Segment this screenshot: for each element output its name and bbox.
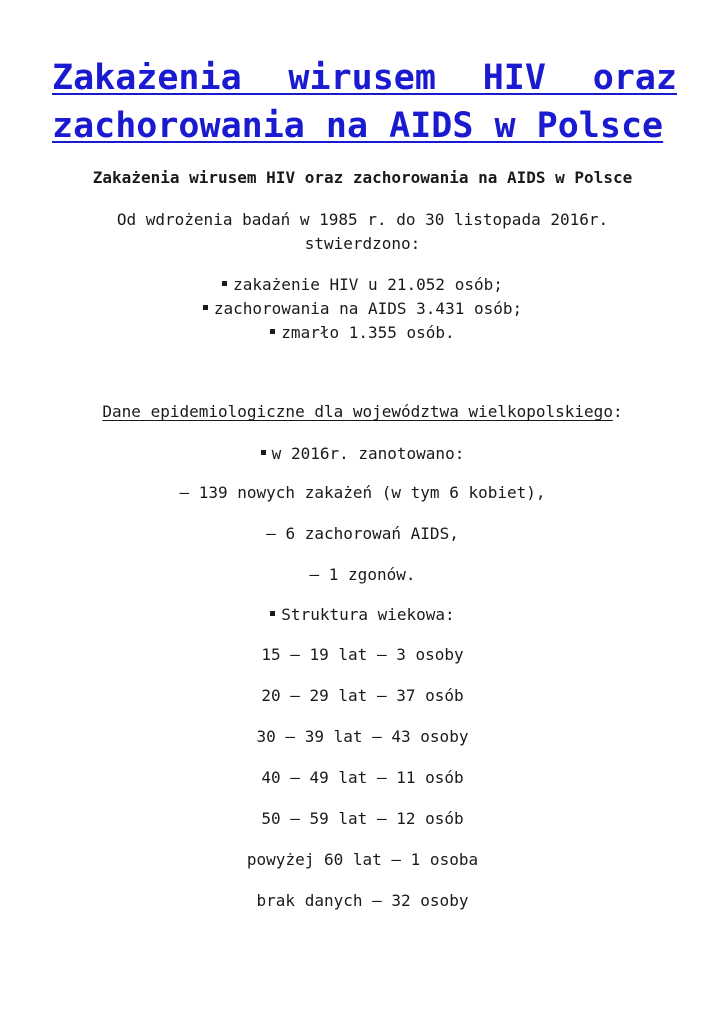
regional-heading-text: Dane epidemiologiczne dla województwa wielkopolskiego	[102, 402, 613, 421]
year-item: – 6 zachorowań AIDS,	[266, 524, 459, 543]
national-stat-item	[0, 322, 725, 344]
age-item: 30 – 39 lat – 43 osoby	[256, 727, 469, 746]
age-item: 40 – 49 lat – 11 osób	[261, 768, 464, 787]
age-item: brak danych – 32 osoby	[256, 891, 469, 910]
bullet-square-icon	[270, 329, 275, 334]
age-item: 50 – 59 lat – 12 osób	[261, 809, 464, 828]
national-stat-item	[0, 274, 725, 296]
regional-heading-colon: :	[612, 402, 623, 421]
national-stat-text: zakażenie HIV u 21.052 osób;	[233, 275, 503, 294]
bullet-square-icon	[203, 305, 208, 310]
age-item: powyżej 60 lat – 1 osoba	[246, 850, 479, 869]
age-item: 15 – 19 lat – 3 osoby	[261, 645, 464, 664]
year-item: – 139 nowych zakażeń (w tym 6 kobiet),	[179, 483, 546, 502]
bullet-square-icon	[222, 281, 227, 286]
national-stat-text: zmarło 1.355 osób.	[281, 323, 455, 342]
article-title-line-2[interactable]	[52, 101, 677, 151]
year-item: – 1 zgonów.	[309, 565, 416, 584]
article-title-link-1[interactable]: Zakażenia wirusem HIV oraz	[52, 58, 677, 98]
age-bullet	[0, 604, 725, 626]
bullet-square-icon	[270, 611, 275, 616]
article-subtitle: Zakażenia wirusem HIV oraz zachorowania na AIDS w Polsce	[92, 168, 633, 187]
national-stat-item	[0, 298, 725, 320]
article-title-link-2[interactable]: zachorowania na AIDS w Polsce	[52, 106, 664, 146]
bullet-square-icon	[261, 450, 266, 455]
year-bullet	[0, 443, 725, 465]
intro-line-2: stwierdzono:	[304, 234, 421, 253]
age-item: 20 – 29 lat – 37 osób	[261, 686, 464, 705]
year-bullet-text: w 2016r. zanotowano:	[271, 444, 465, 463]
regional-heading	[0, 401, 725, 423]
age-bullet-text: Struktura wiekowa:	[281, 605, 455, 624]
article-title-line-1[interactable]	[52, 53, 677, 103]
national-stat-text: zachorowania na AIDS 3.431 osób;	[213, 299, 523, 318]
intro-line-1: Od wdrożenia badań w 1985 r. do 30 listopada 2016r.	[116, 210, 609, 229]
